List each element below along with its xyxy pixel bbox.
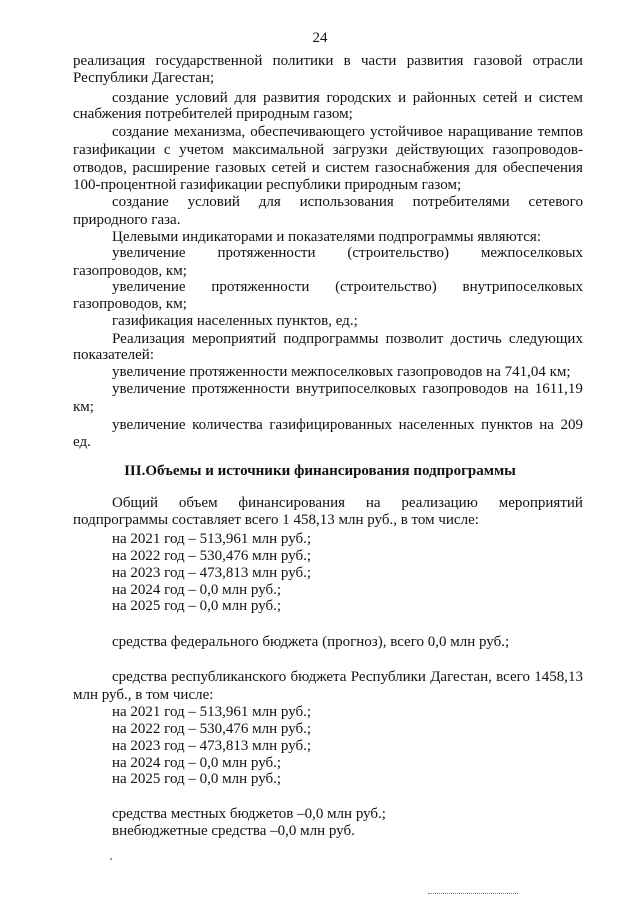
text-line bbox=[112, 194, 583, 211]
word: наращивание bbox=[447, 124, 533, 140]
text-line: газопроводов, км; bbox=[73, 296, 187, 312]
funding-year-line: на 2022 год – 530,476 млн руб.; bbox=[112, 548, 312, 564]
text-line bbox=[112, 495, 583, 512]
text-line: природного газа. bbox=[73, 212, 181, 228]
word: и bbox=[524, 90, 533, 106]
word: (строительство) bbox=[335, 279, 437, 295]
word: политики bbox=[272, 53, 334, 69]
text-line: км; bbox=[73, 399, 94, 415]
text-line bbox=[73, 53, 583, 70]
word: следующих bbox=[508, 331, 583, 347]
word: максимальной bbox=[232, 142, 325, 158]
word: (строительство) bbox=[347, 245, 450, 261]
text-line: 100-процентной газификации республики природным газом; bbox=[73, 177, 462, 193]
word: газоснабжения bbox=[374, 160, 470, 176]
word: протяженности bbox=[191, 381, 290, 397]
word: развития bbox=[263, 90, 320, 106]
word: загрузки bbox=[332, 142, 388, 158]
funding-year-line: на 2022 год – 530,476 млн руб.; bbox=[112, 721, 312, 737]
page-number: 24 bbox=[312, 30, 328, 46]
text-line: средства федерального бюджета (прогноз), всего 0,0 млн руб.; bbox=[112, 634, 510, 650]
word: действующих bbox=[396, 142, 484, 158]
funding-year-line: на 2024 год – 0,0 млн руб.; bbox=[112, 755, 282, 771]
word: Республики bbox=[350, 669, 426, 685]
word: Общий bbox=[112, 495, 159, 511]
word: бюджета bbox=[290, 669, 347, 685]
word: республиканского bbox=[171, 669, 287, 685]
text-line bbox=[112, 245, 583, 262]
word: Дагестан, bbox=[430, 669, 492, 685]
text-line: Целевыми индикаторами и показателями подпрограммы являются: bbox=[112, 229, 541, 245]
word: обеспечивающего bbox=[250, 124, 366, 140]
text-line: показателей: bbox=[73, 347, 154, 363]
word: протяженности bbox=[217, 245, 316, 261]
word: пунктов bbox=[481, 417, 533, 433]
word: темпов bbox=[537, 124, 583, 140]
word: внутрипоселковых bbox=[295, 381, 417, 397]
word: позволит bbox=[385, 331, 444, 347]
word: отводов, bbox=[73, 160, 127, 176]
word: увеличение bbox=[112, 417, 186, 433]
word: мероприятий bbox=[498, 495, 583, 511]
text-line: увеличение протяженности межпоселковых газопроводов на 741,04 км; bbox=[112, 364, 571, 380]
word: государственной bbox=[155, 53, 263, 69]
word: создание bbox=[112, 124, 169, 140]
word: на bbox=[365, 495, 381, 511]
word: протяженности bbox=[211, 279, 310, 295]
word: для bbox=[258, 194, 281, 210]
word: увеличение bbox=[112, 381, 186, 397]
word: создание bbox=[112, 194, 169, 210]
text-line bbox=[112, 90, 583, 107]
funding-year-line: на 2021 год – 513,961 млн руб.; bbox=[112, 704, 312, 720]
word: систем bbox=[325, 160, 370, 176]
text-line bbox=[73, 142, 583, 159]
word: создание bbox=[112, 90, 169, 106]
word: реализация bbox=[73, 53, 146, 69]
funding-year-line: на 2023 год – 473,813 млн руб.; bbox=[112, 565, 312, 581]
funding-year-line: на 2025 год – 0,0 млн руб.; bbox=[112, 598, 282, 614]
word: устойчивое bbox=[370, 124, 443, 140]
word: расширение bbox=[132, 160, 210, 176]
word: увеличение bbox=[112, 245, 186, 261]
word: газопроводов- bbox=[492, 142, 583, 158]
word: газовой bbox=[473, 53, 523, 69]
word: газопроводов bbox=[422, 381, 508, 397]
text-line bbox=[112, 381, 583, 398]
text-line: газопроводов, км; bbox=[73, 263, 187, 279]
word: систем bbox=[538, 90, 583, 106]
word: мероприятий bbox=[191, 331, 277, 347]
word: 1458,13 bbox=[534, 669, 583, 685]
text-line: внебюджетные средства –0,0 млн руб. bbox=[112, 823, 355, 839]
word: городских bbox=[326, 90, 392, 106]
word: с bbox=[163, 142, 171, 158]
funding-year-line: на 2025 год – 0,0 млн руб.; bbox=[112, 771, 282, 787]
scan-artifact bbox=[428, 893, 518, 896]
word: части bbox=[361, 53, 397, 69]
word: достичь bbox=[450, 331, 502, 347]
section-heading: III.Объемы и источники финансирования подпрограммы bbox=[124, 463, 516, 479]
word: газовых bbox=[215, 160, 266, 176]
word: для bbox=[234, 90, 257, 106]
scan-artifact bbox=[110, 858, 112, 860]
word: на bbox=[539, 417, 554, 433]
word: газификации bbox=[73, 142, 156, 158]
text-line bbox=[112, 331, 583, 348]
word: использования bbox=[299, 194, 394, 210]
text-line bbox=[73, 160, 583, 177]
word: и bbox=[398, 90, 407, 106]
word: количества bbox=[192, 417, 263, 433]
word: механизма, bbox=[173, 124, 246, 140]
word: сетей bbox=[482, 90, 518, 106]
word: отрасли bbox=[532, 53, 583, 69]
word: условий bbox=[175, 90, 228, 106]
word: всего bbox=[496, 669, 530, 685]
word: обеспечения bbox=[502, 160, 583, 176]
text-line bbox=[112, 124, 583, 141]
word: для bbox=[475, 160, 498, 176]
word: реализацию bbox=[401, 495, 478, 511]
text-line: газификация населенных пунктов, ед.; bbox=[112, 313, 358, 329]
word: в bbox=[343, 53, 351, 69]
word: сетей bbox=[271, 160, 307, 176]
funding-year-line: на 2023 год – 473,813 млн руб.; bbox=[112, 738, 312, 754]
text-line: млн руб., в том числе: bbox=[73, 687, 214, 703]
word: развития bbox=[406, 53, 464, 69]
word: и bbox=[311, 160, 320, 176]
word: 1611,19 bbox=[534, 381, 583, 397]
word: сетевого bbox=[528, 194, 583, 210]
text-line: средства местных бюджетов –0,0 млн руб.; bbox=[112, 806, 386, 822]
word: 209 bbox=[560, 417, 583, 433]
text-line bbox=[112, 669, 583, 686]
text-line: подпрограммы составляет всего 1 458,13 млн руб., в том числе: bbox=[73, 512, 479, 528]
text-line bbox=[112, 279, 583, 296]
word: внутрипоселковых bbox=[462, 279, 583, 295]
word: Реализация bbox=[112, 331, 185, 347]
word: условий bbox=[187, 194, 240, 210]
funding-year-line: на 2024 год – 0,0 млн руб.; bbox=[112, 582, 282, 598]
word: объем bbox=[178, 495, 218, 511]
funding-year-line: на 2021 год – 513,961 млн руб.; bbox=[112, 531, 312, 547]
word: увеличение bbox=[112, 279, 186, 295]
word: финансирования bbox=[238, 495, 346, 511]
word: средства bbox=[112, 669, 168, 685]
word: подпрограммы bbox=[283, 331, 379, 347]
text-line: снабжения потребителей природным газом; bbox=[73, 106, 353, 122]
word: населенных bbox=[398, 417, 475, 433]
word: на bbox=[513, 381, 529, 397]
word: газифицированных bbox=[269, 417, 393, 433]
word: потребителями bbox=[412, 194, 510, 210]
text-line: Республики Дагестан; bbox=[73, 70, 215, 86]
text-line bbox=[112, 417, 583, 434]
word: межпоселковых bbox=[480, 245, 583, 261]
word: учетом bbox=[179, 142, 224, 158]
word: районных bbox=[412, 90, 477, 106]
text-line: ед. bbox=[73, 434, 91, 450]
